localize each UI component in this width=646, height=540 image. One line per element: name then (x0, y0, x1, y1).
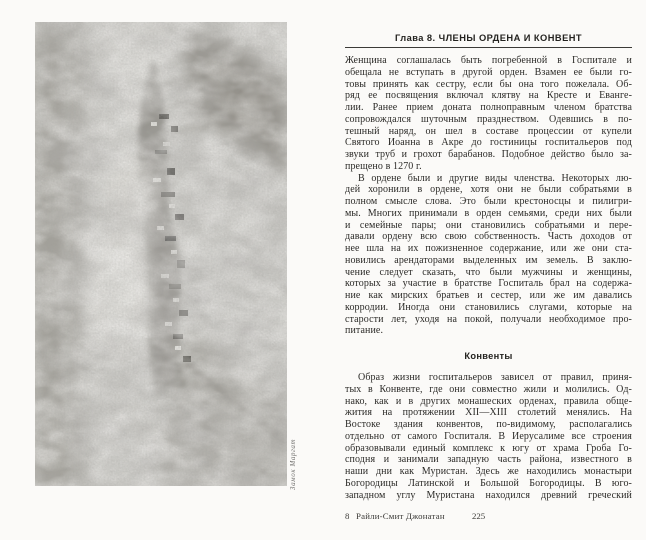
header-rule (345, 47, 632, 48)
photo-caption: Замок Маргат (289, 438, 297, 490)
text-line: давали ордену всю свою собственность. Часть доходов от (345, 231, 632, 243)
right-page (345, 0, 632, 540)
text-line: Образ жизни госпитальеров зависел от правил, приня- (358, 372, 632, 383)
text-line: ние как мирских братьев и сестер, или же им давались (345, 290, 632, 301)
text-line: дей хоронили в ордене, хотя они не были собратьями в (345, 184, 632, 196)
text-line: старости лет, уходя на покой, получали необходимое про- (345, 313, 632, 325)
text-line: тых в Конвенте, где они совместно жили и молились. Од- (345, 383, 632, 395)
text-line: Востоке здания конвентов, по-видимому, располагались (345, 419, 632, 430)
chapter-running-head: Глава 8. ЧЛЕНЫ ОРДЕНА И КОНВЕНТ (394, 33, 583, 43)
text-line: западном углу Муристана находился древний греческий (345, 489, 632, 501)
text-line: и семейные пары; они становились собратьями и пере- (345, 219, 632, 231)
text-line: мы. Многих принимали в орден семьями, среди них были (345, 207, 632, 219)
text-line: Конвенты (464, 351, 513, 361)
text-line: В ордене были и другие виды членства. Некоторых лю- (358, 172, 632, 184)
text-line: жития на протяжении XII—XIII столетий менялись. На (345, 407, 632, 419)
text-line: Женщина соглашалась быть погребенной в Госпитале и (345, 55, 632, 66)
text-line: наши дни как Муристан. Здесь же находились монастыри (345, 466, 632, 477)
text-line: обещала не вступать в другой орден. Взамен ее были го- (345, 66, 632, 78)
left-page (0, 0, 322, 540)
text-line: которых за участие в братстве Госпиталь брал на содержа- (345, 278, 632, 290)
text-line: тешный наряд, он шел в составе процессии от купели (345, 125, 632, 137)
body-text (345, 55, 632, 501)
text-line: новились арендаторами выделенных им земель. В заклю- (345, 254, 632, 266)
text-line: звуки труб и грохот барабанов. Подобное действо было за- (345, 149, 632, 160)
text-line: Святого Иоанна в Акре до гостиницы госпитальеров под (345, 137, 632, 149)
text-line: сподня и занимали западную часть района, известного в (345, 454, 632, 466)
text-line: нако, как и в других монашеских орденах, правила обще- (345, 395, 632, 407)
printers-signature: 8 (345, 511, 350, 521)
footer-author: Райли-Смит Джонатан (356, 511, 445, 521)
page-number: 225 (472, 511, 486, 521)
text-line: лии. Ранее прием доната полноправным членом братства (345, 102, 632, 113)
text-line: товы принять как сестру, если бы она того пожелала. Об- (345, 78, 632, 90)
margat-aerial-photo (35, 22, 287, 486)
text-line: полном смысле слова. Это были крестоносцы и пилигри- (345, 196, 632, 207)
text-line: образовывали единый комплекс к югу от храма Гроба Го- (345, 442, 632, 454)
text-line: нее шла на их пожизненное содержание, или же они ста- (345, 243, 632, 254)
text-line: прещено в 1270 г. (345, 160, 422, 172)
text-line: чение следует сказать, что были мужчины и женщины, (345, 266, 632, 278)
text-line: сопровождался шуточным празднеством. Одевшись в по- (345, 113, 632, 125)
text-line: питание. (345, 325, 384, 337)
aerial-photo-graphic (35, 22, 287, 486)
text-line: ряд ее посвящения включал клятву на Кресте и Еванге- (345, 90, 632, 102)
text-line: корродии. Иногда они становились слугами, которые на (345, 301, 632, 313)
text-line: Богородицы Латинской и Большой Богородицы. В юго- (345, 477, 632, 489)
text-line: отдельно от самого Госпиталя. В Иерусалиме все строения (345, 430, 632, 442)
